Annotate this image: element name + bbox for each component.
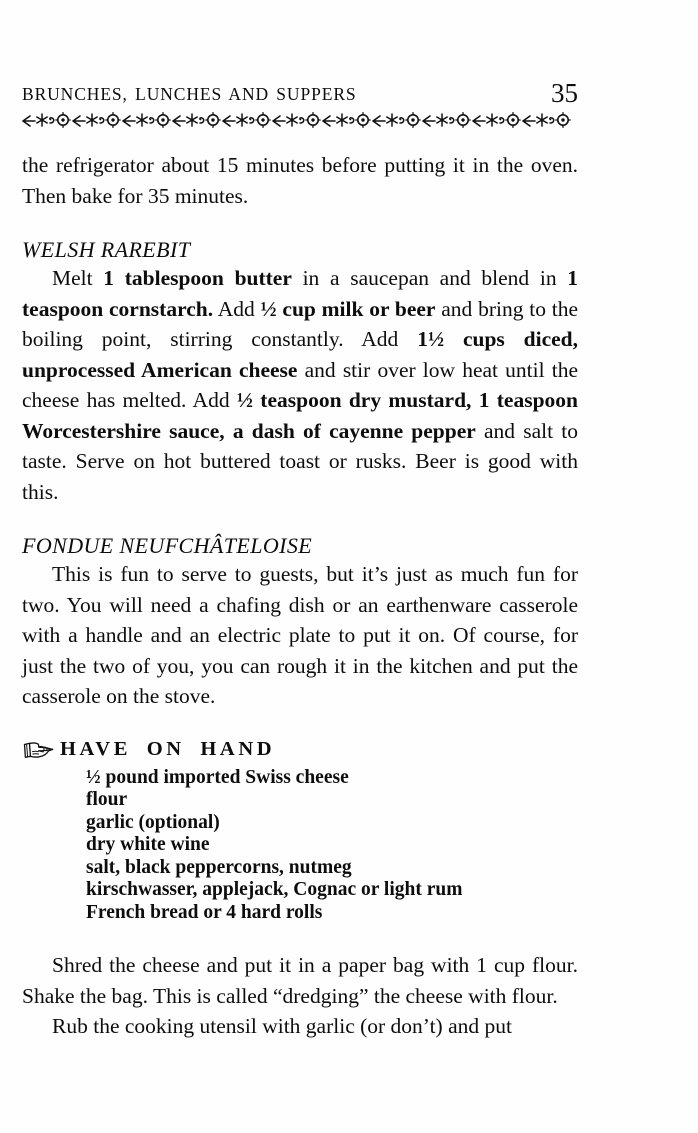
method-paragraph-1: Shred the cheese and put it in a paper bag with 1 cup flour. Shake the bag. This is called “dredging” the cheese with flour.	[22, 953, 578, 1008]
ingredient-item: flour	[86, 789, 128, 810]
running-head	[22, 78, 578, 108]
page-number: 35	[551, 78, 578, 108]
recipe-intro-fondue: This is fun to serve to guests, but it’s just as much fun for two. You will need a chafing dish or an earthenware casserole with a handle and an electric plate to put it on. Of course, for just the two of you, you can rough it in the kitchen and put the casserole on the stove.	[22, 562, 578, 708]
ingredient-item: salt, black peppercorns, nutmeg	[86, 856, 352, 878]
have-on-hand-heading	[22, 738, 578, 761]
manicule-pointing-hand-icon	[22, 739, 56, 761]
carryover-paragraph: the refrigerator about 15 minutes before putting it in the oven. Then bake for 35 minutes.	[22, 153, 578, 208]
recipe-title-fondue-neufchateloise: FONDUE NEUFCHÂTELOISE	[22, 533, 313, 558]
recipe-title-welsh-rarebit: WELSH RAREBIT	[22, 237, 191, 262]
recipe-body-welsh-rarebit: Melt 1 tablespoon butter in a saucepan and blend in 1 teaspoon cornstarch. Add ½ cup milk or beer and bring to the boiling point, stirring constantly. Add 1½ cups diced, unprocessed American cheese and stir over low heat until the cheese has melted. Add ½ teaspoon dry mustard, 1 teaspoon Worcestershire sauce, a dash of cayenne pepper and salt to taste. Serve on hot buttered toast or rusks. Beer is good with this.	[22, 266, 579, 504]
method-paragraph-2: Rub the cooking utensil with garlic (or don’t) and put	[52, 1014, 512, 1038]
page-content	[22, 78, 578, 1042]
ingredient-item: garlic (optional)	[86, 811, 220, 833]
ingredient-item: kirschwasser, applejack, Cognac or light rum	[86, 879, 463, 900]
ingredient-item: French bread or 4 hard rolls	[86, 901, 323, 923]
floral-vine-rule-icon	[22, 110, 578, 130]
have-on-hand-label: HAVE ON HAND	[60, 737, 276, 760]
ingredient-list	[22, 767, 578, 925]
running-head-title: BRUNCHES, LUNCHES AND SUPPERS	[22, 84, 357, 104]
ingredient-item: ½ pound imported Swiss cheese	[86, 766, 349, 788]
ingredient-item: dry white wine	[86, 834, 210, 855]
